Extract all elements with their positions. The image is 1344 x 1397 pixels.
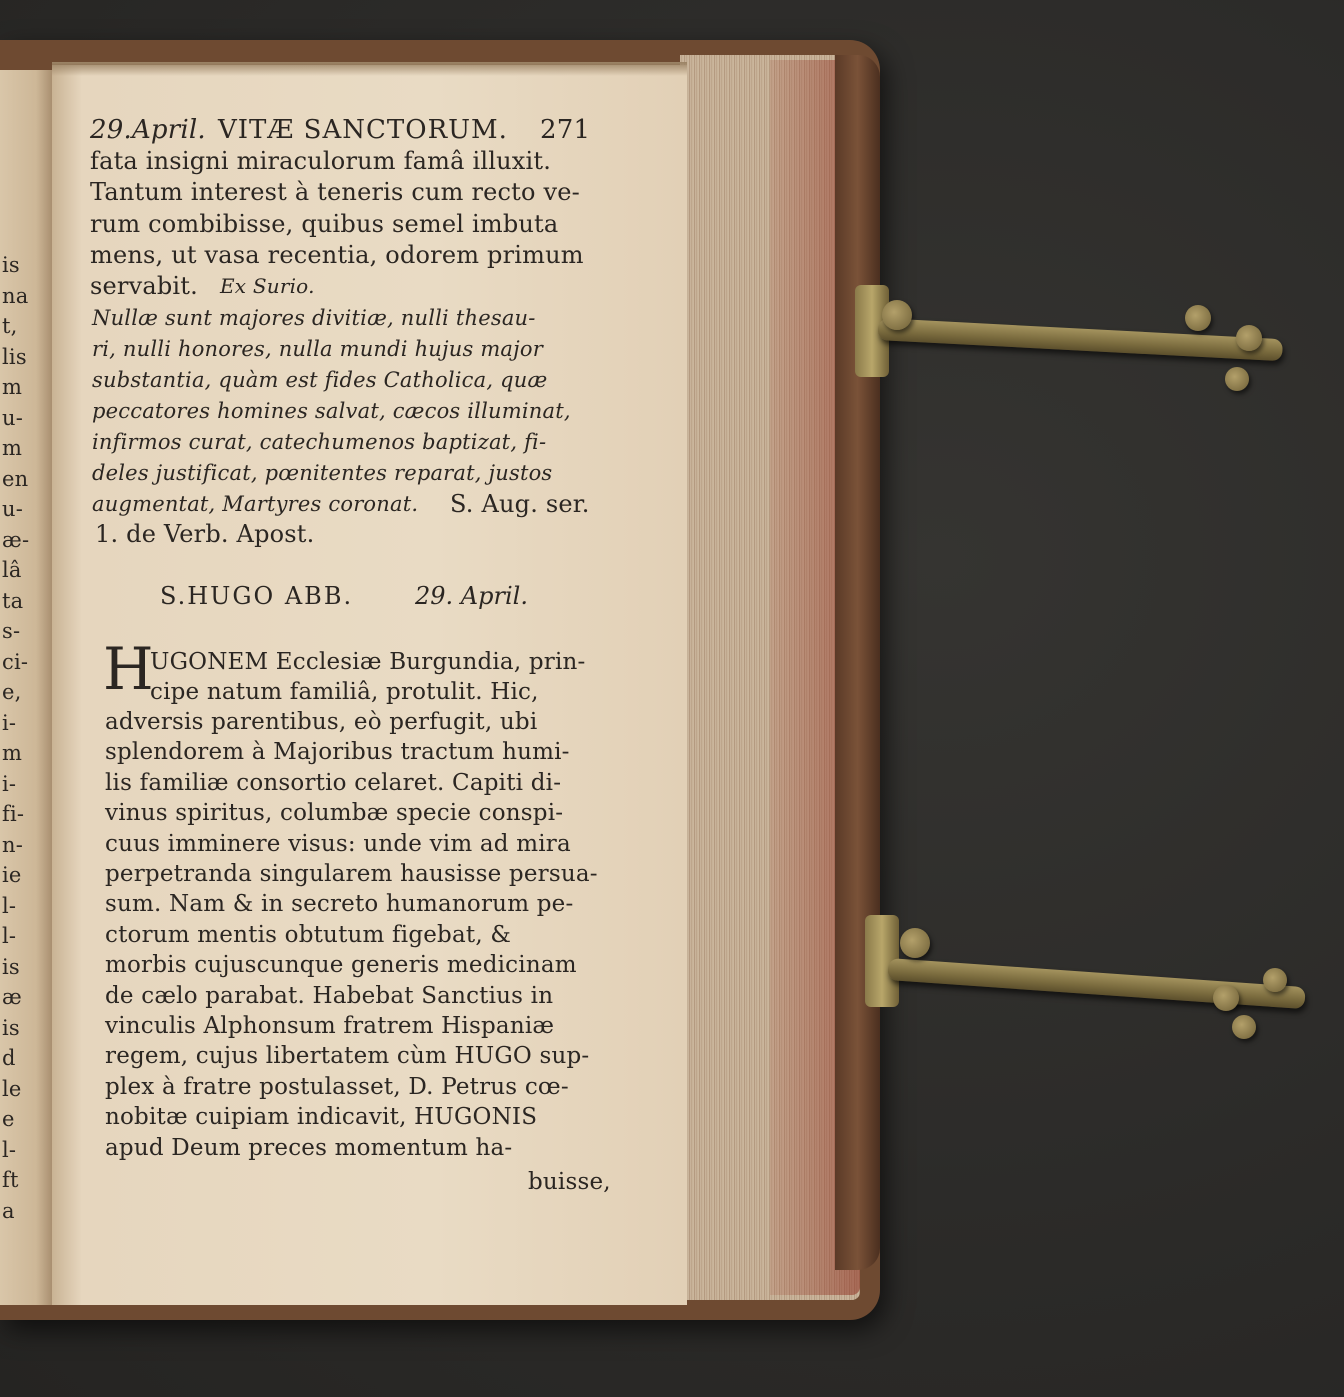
left-page-fragment: æ- — [2, 527, 30, 552]
left-page-fragment: fi- — [2, 802, 25, 826]
text-line: sum. Nam & in secreto humanorum pe- — [105, 891, 574, 918]
left-page-fragment: na — [2, 283, 29, 308]
text-line: ctorum mentis obtutum figebat, & — [105, 921, 512, 948]
left-page-fragment: le — [2, 1076, 22, 1101]
quote-source-1: S. Aug. ser. — [450, 490, 590, 518]
back-cover-edge — [835, 55, 880, 1270]
text-line: fata insigni miraculorum famâ illuxit. — [90, 147, 552, 175]
quote-source-2: 1. de Verb. Apost. — [95, 520, 315, 548]
left-page-fragment: m — [2, 741, 23, 765]
text-line: vinculis Alphonsum fratrem Hispaniæ — [105, 1013, 555, 1039]
text-line: regem, cujus libertatem cùm HUGO sup- — [105, 1043, 590, 1070]
left-page-fragment: lâ — [2, 558, 22, 582]
quote-line: peccatores homines salvat, cæcos illuminat, — [92, 399, 571, 423]
drop-cap: H — [103, 635, 154, 703]
left-page-fragment: e, — [2, 680, 22, 704]
header-date: 29.April. — [90, 115, 206, 145]
section-date: 29. April. — [415, 582, 528, 610]
left-page-fragment: ci- — [2, 649, 29, 674]
page-number: 271 — [540, 115, 591, 145]
quote-line: Nullæ sunt majores divitiæ, nulli thesau- — [92, 306, 536, 330]
text-line: morbis cujuscunque generis medicinam — [105, 952, 577, 979]
text-line: cuus imminere visus: unde vim ad mira — [105, 830, 571, 857]
left-page-fragment: l- — [2, 893, 17, 918]
left-page-fragment: a — [2, 1198, 15, 1223]
left-page-fragment: ie — [2, 863, 22, 887]
catchword: buisse, — [528, 1169, 611, 1195]
text-line: lis familiæ consortio celaret. Capiti di- — [105, 769, 562, 796]
left-page-fragment: d — [2, 1046, 16, 1070]
left-page-fragment: en — [2, 466, 29, 491]
text-line: servabit. — [90, 272, 198, 301]
section-title: S.HUGO ABB. — [160, 582, 354, 610]
paragraph-2-first-line: UGONEM Ecclesiæ Burgundia, prin- — [150, 649, 586, 675]
left-page-fragment: i- — [2, 771, 17, 796]
left-page-fragment: ft — [2, 1168, 19, 1192]
running-title: VITÆ SANCTORUM. — [218, 115, 508, 145]
text-line: rum combibisse, quibus semel imbuta — [90, 209, 559, 238]
left-page-fragment: is — [2, 253, 20, 277]
text-line: de cælo parabat. Habebat Sanctius in — [105, 982, 554, 1009]
left-page-fragment: l- — [2, 924, 17, 948]
left-page-fragment: u- — [2, 497, 24, 521]
quote-line: infirmos curat, catechumenos baptizat, fi- — [92, 430, 547, 454]
text-line: adversis parentibus, eò perfugit, ubi — [105, 709, 538, 735]
left-page-fragment: n- — [2, 832, 24, 857]
quote-line: deles justificat, pœnitentes reparat, justos — [92, 461, 553, 485]
text-line: plex à fratre postulasset, D. Petrus cœ- — [105, 1073, 569, 1100]
text-line: apud Deum preces momentum ha- — [105, 1134, 513, 1161]
left-page-fragment: t, — [2, 314, 18, 338]
quote-line: substantia, quàm est fides Catholica, quæ — [92, 368, 548, 392]
left-page-fragment: u- — [2, 405, 24, 430]
left-page-fragment: æ — [2, 985, 22, 1009]
paragraph-1-source: Ex Surio. — [220, 274, 315, 298]
text-line: splendorem à Majoribus tractum humi- — [105, 739, 570, 766]
left-page-fragment: m — [2, 436, 23, 460]
text-line: vinus spiritus, columbæ specie conspi- — [105, 800, 564, 827]
left-page-fragment: ta — [2, 588, 24, 613]
paragraph-2-second-line: cipe natum familiâ, protulit. Hic, — [150, 679, 539, 705]
left-page-fragment: l- — [2, 1137, 17, 1162]
text-line: Tantum interest à teneris cum recto ve- — [90, 178, 580, 207]
quote-line: augmentat, Martyres coronat. — [92, 492, 419, 516]
left-page-fragment: e — [2, 1107, 15, 1131]
text-line: perpetranda singularem hausisse persua- — [105, 861, 598, 887]
quote-line: ri, nulli honores, nulla mundi hujus major — [92, 337, 543, 361]
left-page-fragment: lis — [2, 344, 27, 369]
left-page-fragment: i- — [2, 710, 17, 735]
left-page-fragment: is — [2, 1015, 20, 1040]
left-page-fragment: is — [2, 954, 20, 979]
page-shadow — [52, 62, 687, 76]
left-page-fragment: s- — [2, 619, 21, 643]
text-line: nobitæ cuipiam indicavit, HUGONIS — [105, 1104, 538, 1131]
left-page-fragment: m — [2, 375, 23, 399]
text-line: mens, ut vasa recentia, odorem primum — [90, 240, 584, 269]
